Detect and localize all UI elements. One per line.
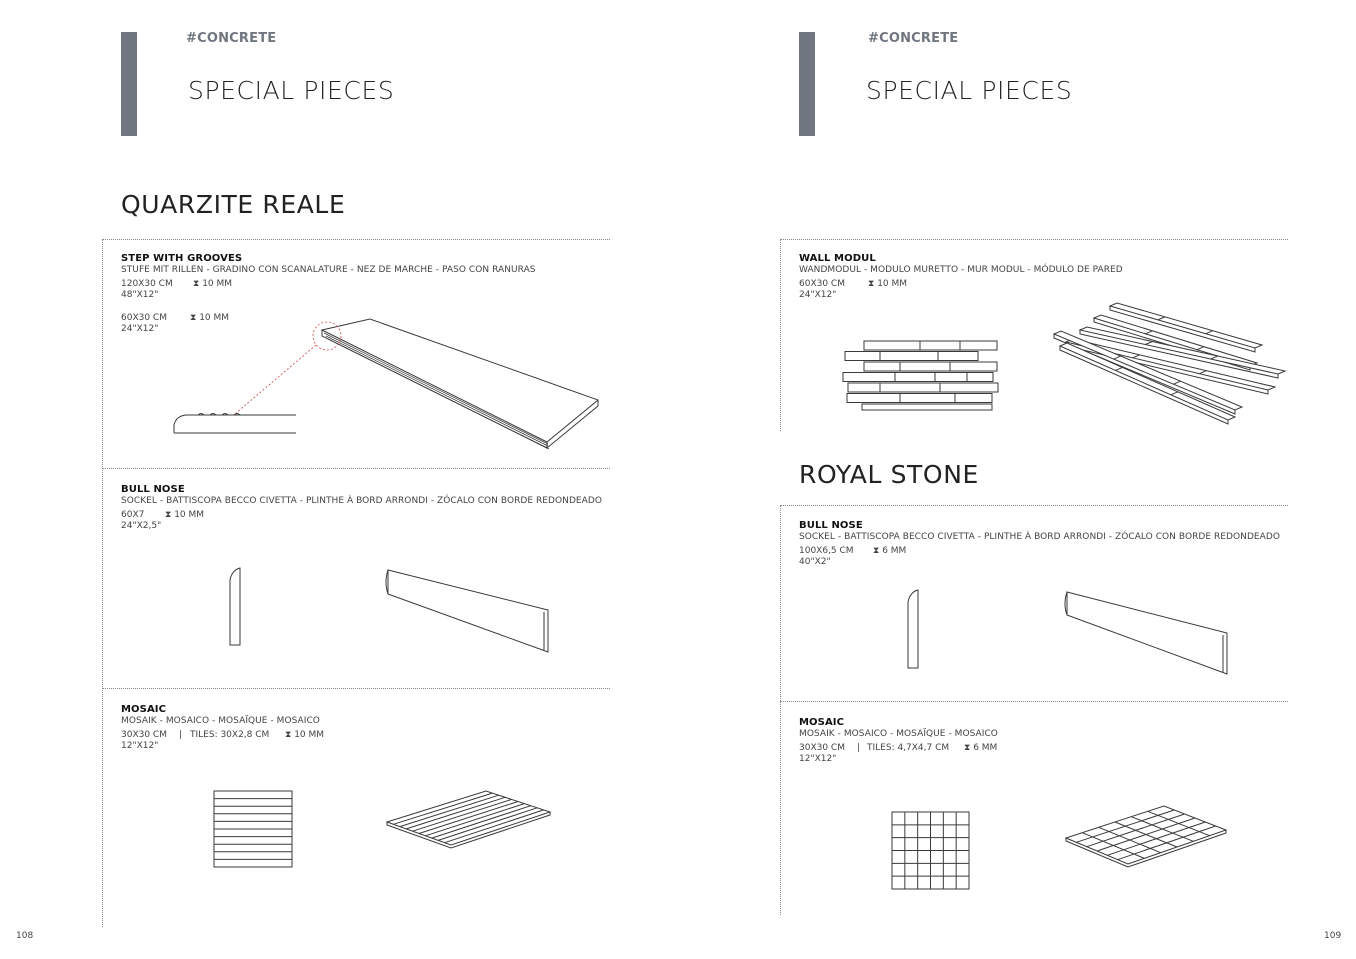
- product-title: BULL NOSE: [121, 484, 185, 495]
- product-title: BULL NOSE: [799, 520, 863, 531]
- spec-size-cm: 30X30 CM: [799, 743, 845, 753]
- product-translations: STUFE MIT RILLEN - GRADINO CON SCANALATURE - NEZ DE MARCHE - PASO CON RANURAS: [121, 265, 536, 275]
- product-title: MOSAIC: [799, 717, 845, 728]
- page-heading: SPECIAL PIECES: [866, 76, 1073, 105]
- spec-size-in: 12"X12": [121, 741, 159, 751]
- spec-size-in: 24"X12": [799, 290, 837, 300]
- hourglass-thickness-icon: ⧗: [285, 730, 292, 740]
- spec-thickness: ⧗ 10 MM: [165, 510, 205, 520]
- page-heading: SPECIAL PIECES: [188, 76, 395, 105]
- product-translations: MOSAIK - MOSAICO - MOSAÏQUE - MOSAICO: [799, 729, 998, 739]
- separator: |: [857, 743, 861, 753]
- hourglass-thickness-icon: ⧗: [190, 313, 197, 323]
- spec-thickness: ⧗ 6 MM: [873, 546, 907, 556]
- spec-thickness: ⧗ 10 MM: [285, 730, 325, 740]
- section-title-quarzite: QUARZITE REALE: [121, 190, 346, 219]
- spec-size-in: 24"X12": [121, 324, 159, 334]
- spec-tiles: TILES: 30X2,8 CM: [190, 730, 270, 740]
- spec-tiles: TILES: 4,7X4,7 CM: [867, 743, 950, 753]
- hourglass-thickness-icon: ⧗: [964, 743, 971, 753]
- product-translations: WANDMODUL - MODULO MURETTO - MUR MODUL - MÓDULO DE PARED: [799, 265, 1123, 275]
- spec-size-cm: 60X30 CM: [799, 279, 845, 289]
- separator: |: [179, 730, 183, 740]
- hourglass-thickness-icon: ⧗: [873, 546, 880, 556]
- hourglass-thickness-icon: ⧗: [165, 510, 172, 520]
- spec-thickness: ⧗ 10 MM: [190, 313, 230, 323]
- spec-thickness: ⧗ 10 MM: [193, 279, 233, 289]
- spec-size-in: 48"X12": [121, 290, 159, 300]
- hourglass-thickness-icon: ⧗: [193, 279, 200, 289]
- product-translations: SOCKEL - BATTISCOPA BECCO CIVETTA - PLINTHE À BORD ARRONDI - ZÓCALO CON BORDE REDONDEADO: [121, 496, 602, 506]
- spec-size-in: 12"X12": [799, 754, 837, 764]
- brand-tag: #CONCRETE: [868, 31, 959, 46]
- spec-size-in: 40"X2": [799, 557, 831, 567]
- brand-tag: #CONCRETE: [186, 31, 277, 46]
- spec-size-cm: 60X30 CM: [121, 313, 167, 323]
- product-translations: MOSAIK - MOSAICO - MOSAÏQUE - MOSAICO: [121, 716, 320, 726]
- product-title: MOSAIC: [121, 704, 167, 715]
- spec-thickness: ⧗ 6 MM: [964, 743, 998, 753]
- page-number: 109: [1324, 931, 1342, 941]
- spec-size-in: 24"X2,5": [121, 521, 162, 531]
- page-number: 108: [16, 931, 34, 941]
- section-title-royal-stone: ROYAL STONE: [799, 460, 979, 489]
- product-translations: SOCKEL - BATTISCOPA BECCO CIVETTA - PLINTHE À BORD ARRONDI - ZÓCALO CON BORDE REDONDEADO: [799, 532, 1280, 542]
- spec-thickness: ⧗ 10 MM: [868, 279, 908, 289]
- spec-size-cm: 120X30 CM: [121, 279, 173, 289]
- product-title: WALL MODUL: [799, 253, 876, 264]
- product-title: STEP WITH GROOVES: [121, 253, 243, 264]
- spec-size-cm: 100X6,5 CM: [799, 546, 854, 556]
- hourglass-thickness-icon: ⧗: [868, 279, 875, 289]
- spec-size-cm: 30X30 CM: [121, 730, 167, 740]
- spec-size-cm: 60X7: [121, 510, 145, 520]
